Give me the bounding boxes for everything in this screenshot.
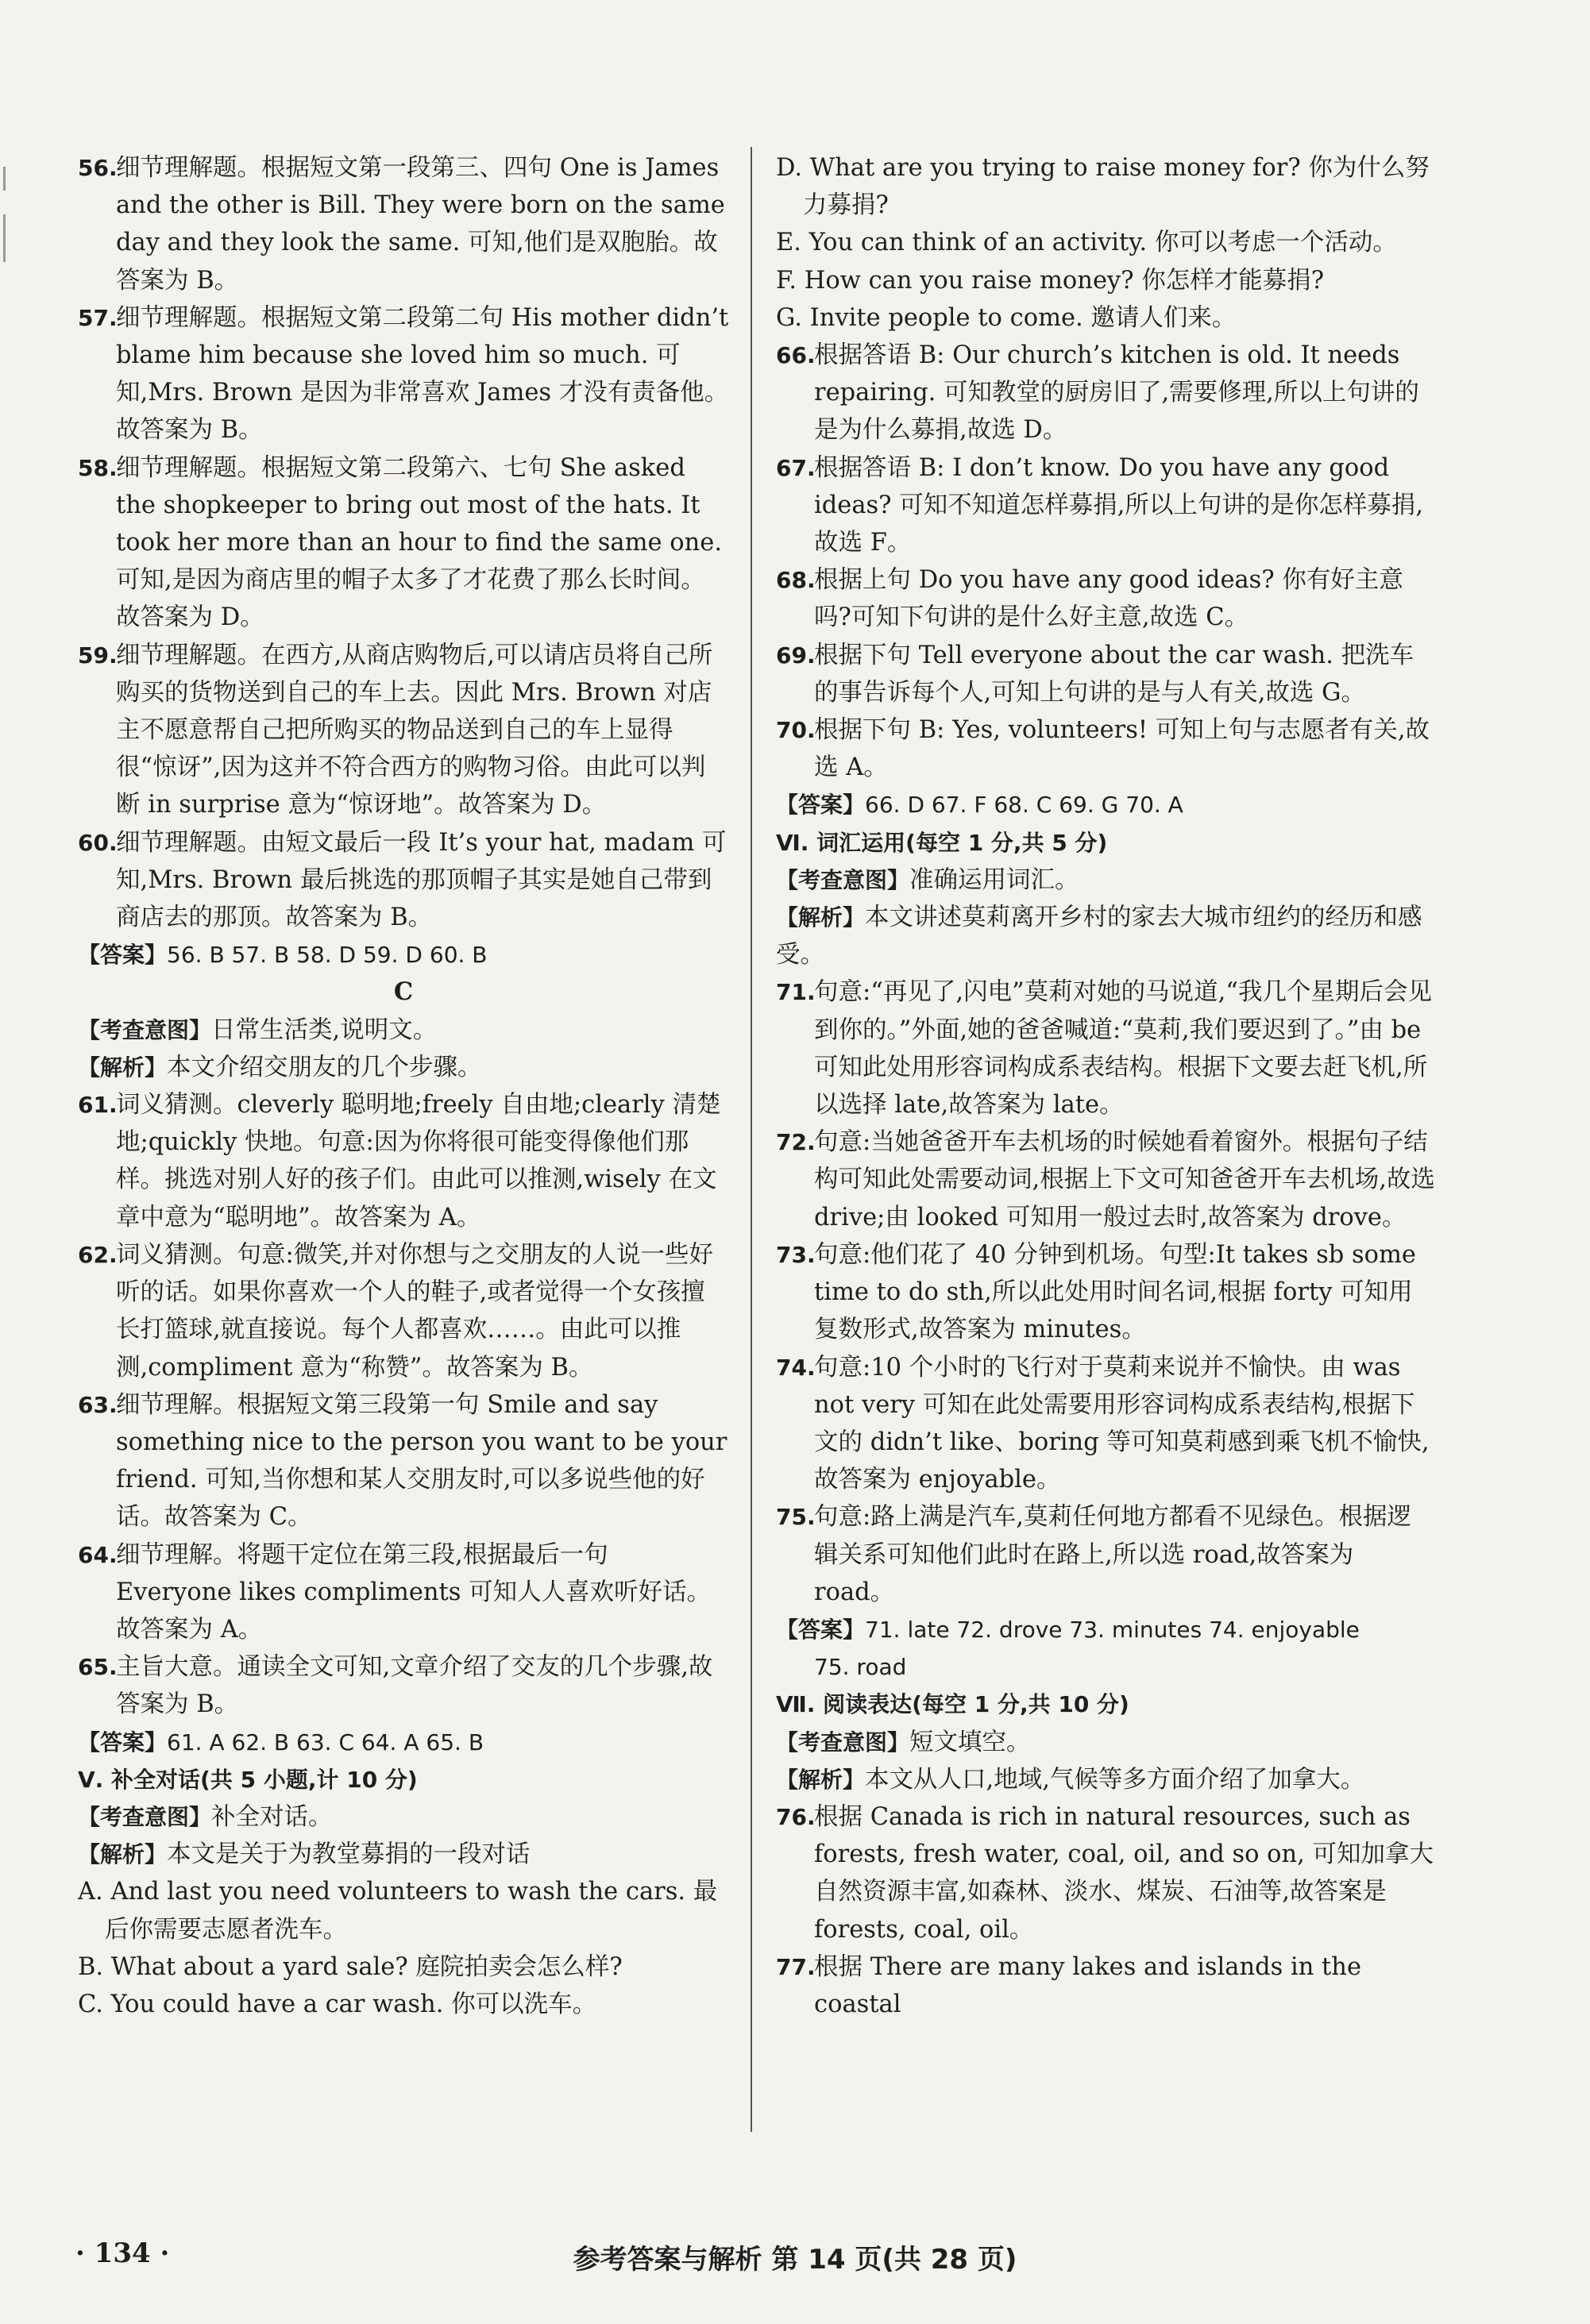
section-heading-vi: Ⅵ. 词汇运用(每空 1 分,共 5 分)	[776, 829, 1108, 856]
item-text: 根据下句 B: Yes, volunteers! 可知上句与志愿者有关,故选 A。	[814, 716, 1430, 782]
dialogue-option-f: F. How can you raise money? 你怎样才能募捐?	[776, 266, 1325, 295]
item-number: 57.	[78, 304, 118, 331]
answer-item-60	[78, 824, 729, 937]
item-number: 67.	[776, 454, 816, 481]
kaocha-label: 【考查意图】	[776, 866, 910, 893]
answer-item-61	[78, 1086, 729, 1236]
kaocha-label: 【考查意图】	[776, 1729, 910, 1756]
section-heading-c: C	[393, 977, 414, 1007]
answer-item-59	[78, 637, 729, 824]
answer-summary-vi	[776, 1611, 1435, 1648]
answer-item-68	[776, 561, 1435, 636]
answer-item-67	[776, 449, 1435, 562]
item-number: 76.	[776, 1803, 816, 1830]
answer-item-73	[776, 1236, 1435, 1349]
item-number: 62.	[78, 1241, 118, 1268]
item-text: 细节理解。将题干定位在第三段,根据最后一句 Everyone likes compliments 可知人人喜欢听好话。故答案为 A。	[116, 1540, 712, 1644]
binding-mark	[3, 214, 6, 262]
item-text: 根据 There are many lakes and islands in the coastal	[814, 1952, 1362, 2018]
item-text: 根据上句 Do you have any good ideas? 你有好主意吗?可知下句讲的是什么好主意,故选 C。	[814, 566, 1403, 632]
answer-item-56	[78, 149, 729, 299]
kaocha-line-c	[78, 1012, 729, 1049]
kaocha-text: 短文填空。	[909, 1728, 1031, 1756]
answer-item-69	[776, 637, 1435, 711]
answer-item-65	[78, 1648, 729, 1723]
item-number: 73.	[776, 1241, 816, 1268]
item-text: 细节理解题。在西方,从商店购物后,可以请店员将自己所购买的货物送到自己的车上去。因此 Mrs. Brown 对店主不愿意帮自己把所购买的物品送到自己的车上显得很“惊讶”,因为这并不符合西方的购物习俗。由此可以判断 in surprise 意为“惊讶地”。故答案为 D。	[116, 641, 713, 819]
answer-label: 【答案】	[78, 942, 168, 969]
item-number: 70.	[776, 717, 816, 744]
item-text: 细节理解题。由短文最后一段 It’s your hat, madam 可知,Mrs. Brown 最后挑选的那顶帽子其实是她自己带到商店去的那顶。故答案为 B。	[116, 828, 727, 932]
answer-item-76	[776, 1798, 1435, 1948]
answer-item-66	[776, 337, 1435, 449]
answer-summary-b	[78, 936, 729, 973]
jiexi-label: 【解析】	[78, 1054, 168, 1081]
answer-label: 【答案】	[776, 792, 866, 819]
jiexi-line-vi	[776, 899, 1435, 973]
kaocha-text: 日常生活类,说明文。	[211, 1016, 438, 1044]
jiexi-line-v	[78, 1836, 729, 1873]
answer-values: 56. B 57. B 58. D 59. D 60. B	[167, 942, 488, 969]
answer-item-57	[78, 299, 729, 449]
item-number: 72.	[776, 1129, 816, 1156]
answer-item-63	[78, 1386, 729, 1536]
left-column	[78, 149, 729, 2023]
answer-summary-vi-cont: 75. road	[814, 1654, 907, 1681]
jiexi-text: 本文介绍交朋友的几个步骤。	[167, 1053, 482, 1081]
item-text: 细节理解。根据短文第三段第一句 Smile and say something nice to the person you want to be your friend. 可知,当你想和某人交朋友时,可以多说些他的好话。故答案为 C。	[116, 1390, 727, 1532]
jiexi-line-c	[78, 1049, 729, 1086]
answer-item-72	[776, 1123, 1435, 1236]
jiexi-label: 【解析】	[776, 904, 866, 931]
answer-label: 【答案】	[776, 1616, 866, 1643]
binding-mark	[3, 167, 6, 191]
item-number: 65.	[78, 1654, 118, 1681]
page-footer	[0, 2237, 1590, 2285]
jiexi-text: 本文是关于为教堂募捐的一段对话	[167, 1840, 531, 1869]
answer-values: 66. D 67. F 68. C 69. G 70. A	[865, 792, 1183, 819]
answer-item-70	[776, 711, 1435, 786]
item-text: 细节理解题。根据短文第二段第二句 His mother didn’t blame him because she loved him so much. 可知,Mrs. Brown 是因为非常喜欢 James 才没有责备他。故答案为 B。	[116, 303, 729, 445]
section-heading-v: Ⅴ. 补全对话(共 5 小题,计 10 分)	[78, 1766, 418, 1793]
item-number: 75.	[776, 1504, 816, 1531]
item-number: 68.	[776, 567, 816, 594]
column-divider	[751, 147, 752, 2132]
page-number: · 134 ·	[75, 2237, 170, 2269]
answer-summary-c	[78, 1724, 729, 1761]
item-text: 细节理解题。根据短文第一段第三、四句 One is James and the other is Bill. They were born on the same day and they look the same. 可知,他们是双胞胎。故答案为 B。	[116, 154, 725, 295]
dialogue-option-g: G. Invite people to come. 邀请人们来。	[776, 303, 1237, 332]
kaocha-line-vi	[776, 861, 1435, 899]
dialogue-option-d: D. What are you trying to raise money for? 你为什么努力募捐?	[776, 154, 1430, 220]
item-text: 根据答语 B: Our church’s kitchen is old. It needs repairing. 可知教堂的厨房旧了,需要修理,所以上句讲的是为什么募捐,故选 D。	[814, 341, 1419, 445]
dialogue-option-c: C. You could have a car wash. 你可以洗车。	[78, 1990, 597, 2018]
item-text: 主旨大意。通读全文可知,文章介绍了交友的几个步骤,故答案为 B。	[116, 1653, 713, 1719]
dialogue-option-b: B. What about a yard sale? 庭院拍卖会怎么样?	[78, 1952, 623, 1981]
answer-item-71	[776, 973, 1435, 1123]
item-number: 64.	[78, 1541, 118, 1568]
item-text: 根据 Canada is rich in natural resources, such as forests, fresh water, coal, oil, and so on, 可知加拿大自然资源丰富,如森林、淡水、煤炭、石油等,故答案是 forests, coal, oil。	[814, 1802, 1434, 1944]
item-text: 词义猜测。cleverly 聪明地;freely 自由地;clearly 清楚地;quickly 快地。句意:因为你将很可能变得像他们那样。挑选对别人好的孩子们。由此可以推测,wisely 在文章中意为“聪明地”。故答案为 A。	[116, 1091, 721, 1231]
answer-item-62	[78, 1236, 729, 1386]
dialogue-option-e: E. You can think of an activity. 你可以考虑一个活动。	[776, 229, 1397, 257]
item-number: 58.	[78, 454, 118, 481]
jiexi-line-vii	[776, 1761, 1435, 1798]
item-number: 63.	[78, 1391, 118, 1418]
kaocha-label: 【考查意图】	[78, 1803, 212, 1830]
item-text: 句意:当她爸爸开车去机场的时候她看着窗外。根据句子结构可知此处需要动词,根据上下文可知爸爸开车去机场,故选 drive;由 looked 可知用一般过去时,故答案为 drove。	[814, 1128, 1435, 1231]
answer-item-74	[776, 1349, 1435, 1499]
item-number: 74.	[776, 1354, 816, 1381]
answer-values: 61. A 62. B 63. C 64. A 65. B	[167, 1729, 484, 1756]
item-text: 句意:“再见了,闪电”莫莉对她的马说道,“我几个星期后会见到你的。”外面,她的爸爸喊道:“莫莉,我们要迟到了。”由 be 可知此处用形容词构成系表结构。根据下文要去赶飞机,所以选择 late,故答案为 late。	[814, 978, 1432, 1120]
kaocha-line-v	[78, 1798, 729, 1836]
item-number: 66.	[776, 342, 816, 369]
section-heading-vii: Ⅶ. 阅读表达(每空 1 分,共 10 分)	[776, 1691, 1129, 1718]
item-text: 根据下句 Tell everyone about the car wash. 把洗车的事告诉每个人,可知上句讲的是与人有关,故选 G。	[814, 641, 1414, 707]
answer-item-58	[78, 449, 729, 637]
dialogue-option-a: A. And last you need volunteers to wash the cars. 最后你需要志愿者洗车。	[78, 1878, 718, 1944]
answer-values: 71. late 72. drove 73. minutes 74. enjoyable	[865, 1616, 1360, 1643]
item-number: 60.	[78, 829, 118, 856]
item-text: 句意:10 个小时的飞行对于莫莉来说并不愉快。由 was not very 可知在此处需要用形容词构成系表结构,根据下文的 didn’t like、boring 等可知莫莉感到乘飞机不愉快,故答案为 enjoyable。	[814, 1353, 1430, 1494]
footer-title: 参考答案与解析 第 14 页(共 28 页)	[573, 2244, 1017, 2276]
jiexi-text: 本文从人口,地域,气候等多方面介绍了加拿大。	[865, 1765, 1365, 1794]
item-text: 根据答语 B: I don’t know. Do you have any good ideas? 可知不知道怎样募捐,所以上句讲的是你怎样募捐,故选 F。	[814, 453, 1424, 557]
jiexi-label: 【解析】	[78, 1841, 168, 1868]
item-number: 71.	[776, 979, 816, 1006]
answer-summary-v	[776, 786, 1435, 823]
item-number: 69.	[776, 642, 816, 669]
answer-item-77	[776, 1948, 1435, 2023]
answer-label: 【答案】	[78, 1729, 168, 1756]
item-number: 56.	[78, 155, 118, 181]
jiexi-label: 【解析】	[776, 1766, 866, 1793]
item-number: 61.	[78, 1092, 118, 1119]
item-text: 句意:他们花了 40 分钟到机场。句型:It takes sb some time to do sth,所以此处用时间名词,根据 forty 可知用复数形式,故答案为 minutes。	[814, 1240, 1416, 1344]
item-text: 句意:路上满是汽车,莫莉任何地方都看不见绿色。根据逻辑关系可知他们此时在路上,所以选 road,故答案为 road。	[814, 1503, 1411, 1606]
answer-item-75	[776, 1498, 1435, 1611]
answer-item-64	[78, 1536, 729, 1649]
kaocha-line-vii	[776, 1724, 1435, 1761]
kaocha-text: 补全对话。	[211, 1802, 333, 1831]
kaocha-text: 准确运用词汇。	[909, 865, 1079, 894]
kaocha-label: 【考查意图】	[78, 1016, 212, 1043]
item-text: 词义猜测。句意:微笑,并对你想与之交朋友的人说一些好听的话。如果你喜欢一个人的鞋子,或者觉得一个女孩擅长打篮球,就直接说。每个人都喜欢……。由此可以推测,compliment 意为“称赞”。故答案为 B。	[116, 1240, 713, 1382]
right-column	[776, 149, 1435, 2023]
item-number: 59.	[78, 642, 118, 669]
jiexi-text: 本文讲述莫莉离开乡村的家去大城市纽约的经历和感受。	[776, 904, 1422, 969]
item-number: 77.	[776, 1953, 816, 1980]
item-text: 细节理解题。根据短文第二段第六、七句 She asked the shopkeeper to bring out most of the hats. It took her more than an hour to find the same one. 可知,是因为商店里的帽子太多了才花费了那么长时间。故答案为 D。	[116, 453, 723, 632]
